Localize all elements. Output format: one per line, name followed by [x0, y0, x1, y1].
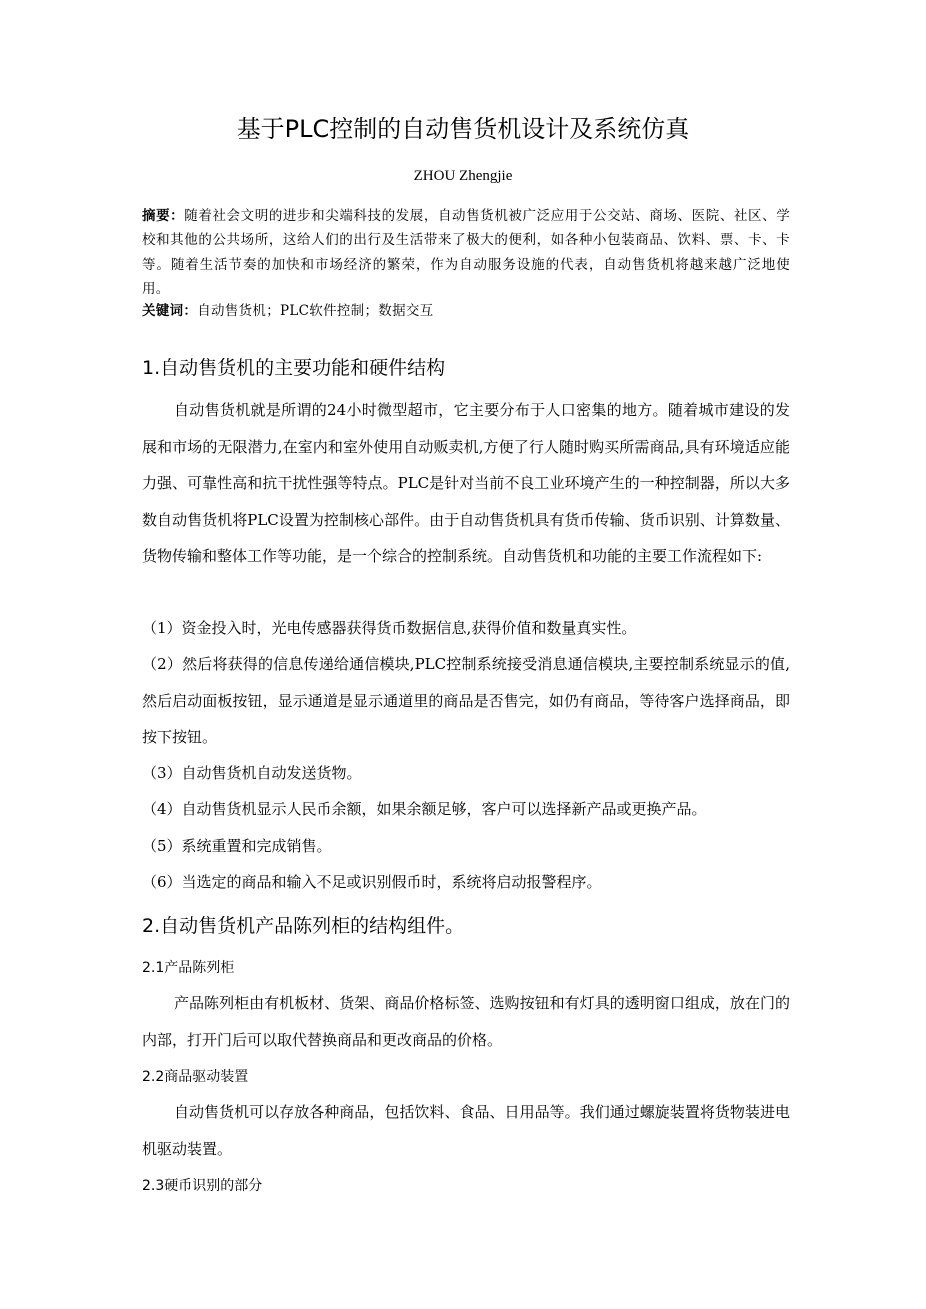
subsection-2-1-heading: 2.1产品陈列柜 [142, 960, 235, 976]
abstract [142, 204, 790, 301]
keywords-text: 自动售货机；PLC软件控制；数据交互 [197, 303, 434, 319]
step-2: （2）然后将获得的信息传递给通信模块,PLC控制系统接受消息通信模块,主要控制系统显示的值,然后启动面板按钮，显示通道是显示通道里的商品是否售完，如仍有商品，等待客户选择商品，即按下按钮。 [142, 655, 790, 746]
author-name: ZHOU Zhengjie [413, 168, 513, 184]
step-4: （4）自动售货机显示人民币余额，如果余额足够，客户可以选择新产品或更换产品。 [142, 800, 707, 818]
subsection-2-2-heading: 2.2商品驱动装置 [142, 1069, 249, 1085]
abstract-text: 随着社会文明的进步和尖端科技的发展，自动售货机被广泛应用于公交站、商场、医院、社区、学校和其他的公共场所，这给人们的出行及生活带来了极大的便利，如各种小包装商品、饮料、票、卡、卡等。随着生活节奏的加快和市场经济的繁荣，作为自动服务设施的代表，自动售货机将越来越广泛地使用。 [142, 208, 790, 297]
step-3: （3）自动售货机自动发送货物。 [142, 764, 362, 782]
section-1-intro: 自动售货机就是所谓的24小时微型超市，它主要分布于人口密集的地方。随着城市建设的发展和市场的无限潜力,在室内和室外使用自动贩卖机,方便了行人随时购买所需商品,具有环境适应能力强、可靠性高和抗干扰性强等特点。PLC是针对当前不良工业环境产生的一种控制器，所以大多数自动售货机将PLC设置为控制核心部件。由于自动售货机具有货币传输、货币识别、计算数量、货物传输和整体工作等功能，是一个综合的控制系统。自动售货机和功能的主要工作流程如下: [142, 401, 790, 565]
section-1-heading: 1.自动售货机的主要功能和硬件结构 [142, 357, 446, 379]
keywords [142, 299, 790, 323]
subsection-2-3-heading: 2.3硬币识别的部分 [142, 1178, 263, 1194]
step-5: （5）系统重置和完成销售。 [142, 837, 332, 855]
abstract-label: 摘要： [142, 208, 185, 224]
section-2-heading: 2.自动售货机产品陈列柜的结构组件。 [142, 915, 465, 937]
step-6: （6）当选定的商品和输入不足或识别假币时，系统将启动报警程序。 [142, 873, 602, 891]
subsection-2-1-text: 产品陈列柜由有机板材、货架、商品价格标签、选购按钮和有灯具的透明窗口组成，放在门的内部，打开门后可以取代替换商品和更改商品的价格。 [142, 994, 790, 1049]
keywords-label: 关键词： [142, 303, 198, 319]
subsection-2-2-text: 自动售货机可以存放各种商品，包括饮料、食品、日用品等。我们通过螺旋装置将货物装进电机驱动装置。 [142, 1103, 790, 1158]
step-1: （1）资金投入时，光电传感器获得货币数据信息,获得价值和数量真实性。 [142, 619, 637, 637]
paper-title: 基于PLC控制的自动售货机设计及系统仿真 [236, 115, 690, 143]
